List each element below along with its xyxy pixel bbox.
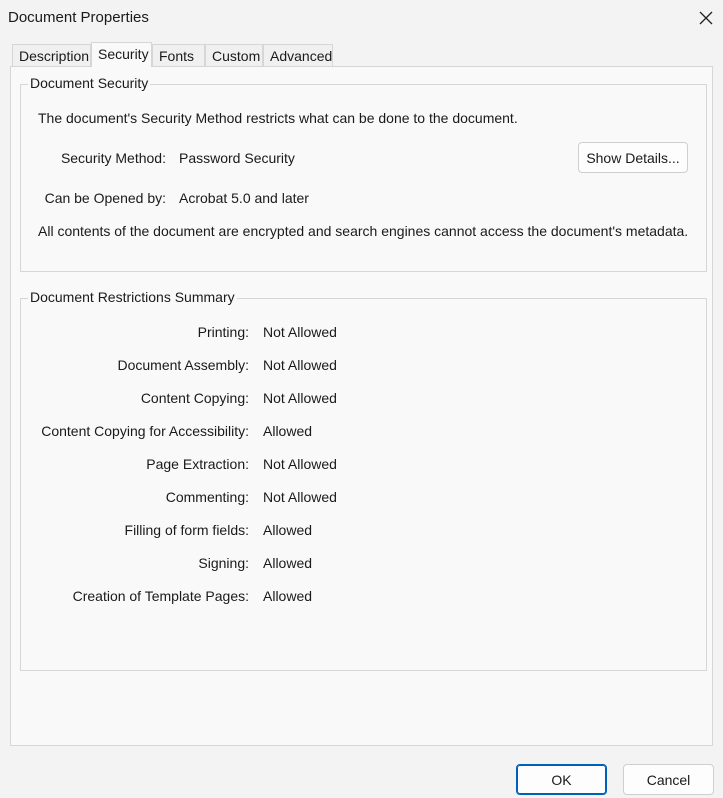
- restriction-label: Filling of form fields:: [124, 522, 249, 538]
- restriction-label: Content Copying:: [140, 390, 249, 406]
- restriction-label: Signing:: [198, 555, 249, 571]
- tab-security[interactable]: Security: [91, 42, 152, 67]
- window-title: Document Properties: [8, 9, 149, 26]
- restriction-label: Printing:: [197, 324, 249, 340]
- restriction-label: Content Copying for Accessibility:: [41, 423, 249, 439]
- opened-by-value: Acrobat 5.0 and later: [179, 190, 309, 206]
- restriction-value: Not Allowed: [263, 489, 337, 505]
- restriction-value: Not Allowed: [263, 390, 337, 406]
- title-bar: [0, 0, 723, 36]
- close-button[interactable]: [690, 4, 722, 32]
- restriction-value: Allowed: [263, 423, 313, 439]
- tab-fonts[interactable]: Fonts: [152, 44, 205, 66]
- restriction-label: Commenting:: [165, 489, 249, 505]
- encryption-note: All contents of the document are encrypted and search engines cannot access the document's metadata.: [38, 223, 689, 239]
- tab-description[interactable]: Description: [12, 44, 91, 66]
- restriction-value: Not Allowed: [263, 456, 337, 472]
- tab-advanced[interactable]: Advanced: [263, 44, 333, 66]
- restriction-label: Creation of Template Pages:: [72, 588, 249, 604]
- security-tab-panel: [10, 66, 713, 746]
- security-method-value: Password Security: [179, 150, 295, 166]
- restriction-value: Allowed: [263, 555, 313, 571]
- document-security-group: [20, 75, 707, 272]
- ok-button[interactable]: OK: [516, 764, 607, 795]
- restrictions-summary-group: [20, 289, 707, 671]
- document-security-legend: Document Security: [30, 75, 149, 91]
- restriction-label: Page Extraction:: [146, 456, 249, 472]
- restrictions-legend: Document Restrictions Summary: [30, 289, 235, 305]
- close-icon: [699, 11, 713, 25]
- restriction-value: Not Allowed: [263, 357, 337, 373]
- security-method-label: Security Method:: [60, 150, 166, 166]
- cancel-button[interactable]: Cancel: [623, 764, 714, 795]
- restriction-label: Document Assembly:: [117, 357, 249, 373]
- tab-custom[interactable]: Custom: [205, 44, 263, 66]
- restriction-value: Allowed: [263, 588, 313, 604]
- opened-by-label: Can be Opened by:: [44, 190, 166, 206]
- show-details-button[interactable]: Show Details...: [578, 142, 688, 173]
- restriction-value: Allowed: [263, 522, 313, 538]
- security-intro-text: The document's Security Method restricts what can be done to the document.: [38, 110, 518, 126]
- restriction-value: Not Allowed: [263, 324, 337, 340]
